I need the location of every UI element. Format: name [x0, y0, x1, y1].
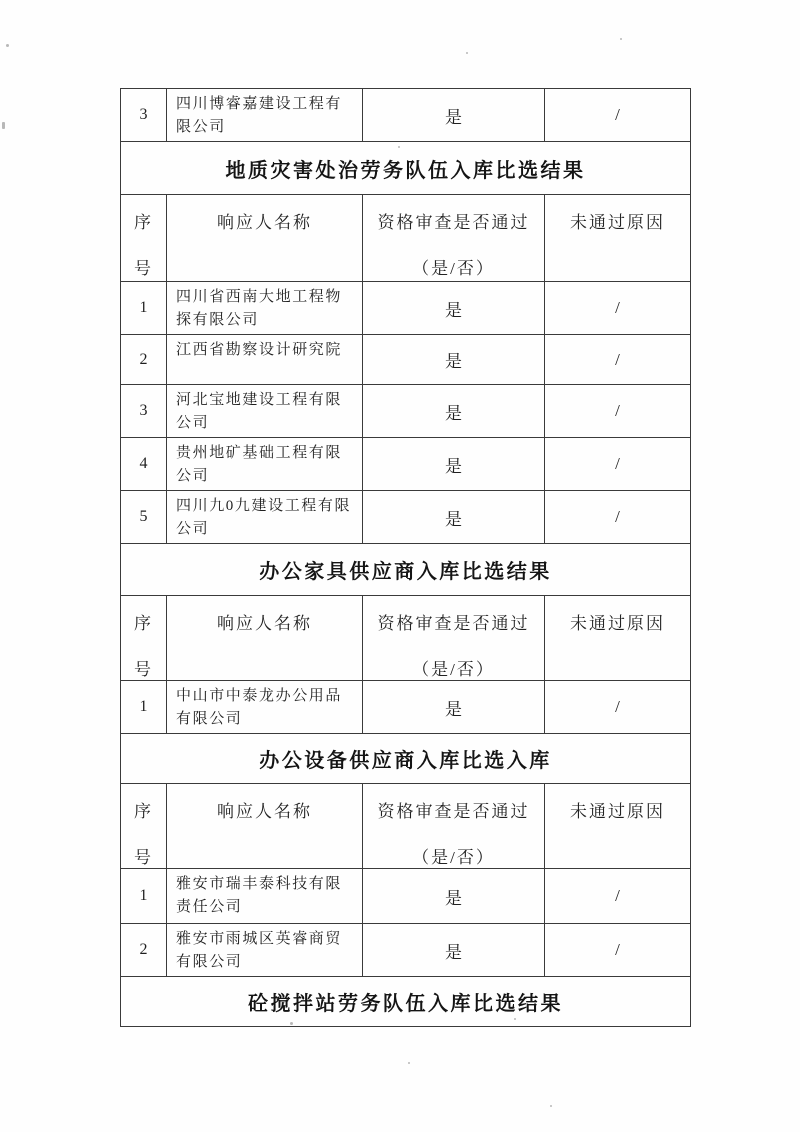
- name-cell: 四川博睿嘉建设工程有限公司: [167, 89, 363, 142]
- passed-cell: 是: [363, 869, 545, 924]
- qualification-header-cell: [363, 784, 545, 869]
- qualification-header-line1: 资格审查是否通过: [377, 614, 530, 633]
- name-cell: 雅安市瑞丰泰科技有限责任公司: [167, 869, 363, 924]
- seq-header-cell: [121, 195, 167, 282]
- scan-speck: [620, 38, 622, 40]
- passed-cell: 是: [363, 385, 545, 438]
- table-row: [121, 385, 691, 438]
- section-title-row: [121, 734, 691, 784]
- name-cell: 河北宝地建设工程有限公司: [167, 385, 363, 438]
- qualification-header-line2: （是/否）: [412, 259, 495, 278]
- name-header-cell: 响应人名称: [167, 596, 363, 681]
- qualification-header-line1: 资格审查是否通过: [377, 802, 530, 821]
- passed-cell: 是: [363, 924, 545, 977]
- scan-speck: [6, 44, 9, 47]
- seq-cell: 2: [121, 924, 167, 977]
- column-header-row: [121, 195, 691, 282]
- reason-cell: /: [545, 491, 691, 544]
- name-header-cell: 响应人名称: [167, 195, 363, 282]
- name-cell: 中山市中泰龙办公用品有限公司: [167, 681, 363, 734]
- table-row: [121, 869, 691, 924]
- passed-cell: 是: [363, 438, 545, 491]
- name-header-cell: 响应人名称: [167, 784, 363, 869]
- seq-header-line2: 号: [134, 660, 153, 679]
- table-row: [121, 438, 691, 491]
- seq-cell: 1: [121, 681, 167, 734]
- passed-cell: 是: [363, 89, 545, 142]
- name-cell: 江西省勘察设计研究院: [167, 335, 363, 385]
- passed-cell: 是: [363, 491, 545, 544]
- reason-cell: /: [545, 924, 691, 977]
- qualification-header-line1: 资格审查是否通过: [377, 213, 530, 232]
- seq-header-line1: 序: [134, 802, 153, 821]
- name-cell: 四川省西南大地工程物探有限公司: [167, 282, 363, 335]
- seq-header-line2: 号: [134, 848, 153, 867]
- name-cell: 贵州地矿基础工程有限公司: [167, 438, 363, 491]
- scan-speck: [466, 52, 468, 54]
- bid-selection-results-table: [120, 88, 691, 1027]
- seq-cell: 2: [121, 335, 167, 385]
- table-row: [121, 282, 691, 335]
- section-title-row: [121, 142, 691, 195]
- name-cell: 雅安市雨城区英睿商贸有限公司: [167, 924, 363, 977]
- qualification-header-line2: （是/否）: [412, 848, 495, 867]
- column-header-row: [121, 784, 691, 869]
- seq-cell: 3: [121, 89, 167, 142]
- scan-speck: [398, 146, 400, 148]
- reason-cell: /: [545, 282, 691, 335]
- reason-cell: /: [545, 681, 691, 734]
- table-row-continuation: [121, 89, 691, 142]
- reason-cell: /: [545, 335, 691, 385]
- seq-header-cell: [121, 596, 167, 681]
- reason-header-cell: 未通过原因: [545, 784, 691, 869]
- section-title: 办公设备供应商入库比选入库: [121, 734, 691, 784]
- reason-cell: /: [545, 869, 691, 924]
- passed-cell: 是: [363, 681, 545, 734]
- reason-cell: /: [545, 385, 691, 438]
- section-title: 地质灾害处治劳务队伍入库比选结果: [121, 142, 691, 195]
- table-row: [121, 681, 691, 734]
- scan-speck: [290, 1022, 293, 1025]
- table-row: [121, 335, 691, 385]
- scan-speck: [408, 1062, 410, 1064]
- scan-speck: [2, 122, 5, 129]
- section-title-row: [121, 544, 691, 596]
- name-cell: 四川九0九建设工程有限公司: [167, 491, 363, 544]
- qualification-header-cell: [363, 596, 545, 681]
- seq-cell: 3: [121, 385, 167, 438]
- reason-cell: /: [545, 438, 691, 491]
- seq-cell: 1: [121, 869, 167, 924]
- table-row: [121, 491, 691, 544]
- scan-speck: [514, 1018, 516, 1020]
- qualification-header-line2: （是/否）: [412, 660, 495, 679]
- passed-cell: 是: [363, 282, 545, 335]
- reason-cell: /: [545, 89, 691, 142]
- seq-header-line1: 序: [134, 614, 153, 633]
- table-row: [121, 924, 691, 977]
- seq-cell: 1: [121, 282, 167, 335]
- column-header-row: [121, 596, 691, 681]
- section-title: 砼搅拌站劳务队伍入库比选结果: [121, 977, 691, 1027]
- seq-cell: 4: [121, 438, 167, 491]
- seq-cell: 5: [121, 491, 167, 544]
- section-title-row: [121, 977, 691, 1027]
- section-title: 办公家具供应商入库比选结果: [121, 544, 691, 596]
- reason-header-cell: 未通过原因: [545, 195, 691, 282]
- seq-header-cell: [121, 784, 167, 869]
- qualification-header-cell: [363, 195, 545, 282]
- seq-header-line1: 序: [134, 213, 153, 232]
- seq-header-line2: 号: [134, 259, 153, 278]
- scan-speck: [550, 1105, 552, 1107]
- passed-cell: 是: [363, 335, 545, 385]
- reason-header-cell: 未通过原因: [545, 596, 691, 681]
